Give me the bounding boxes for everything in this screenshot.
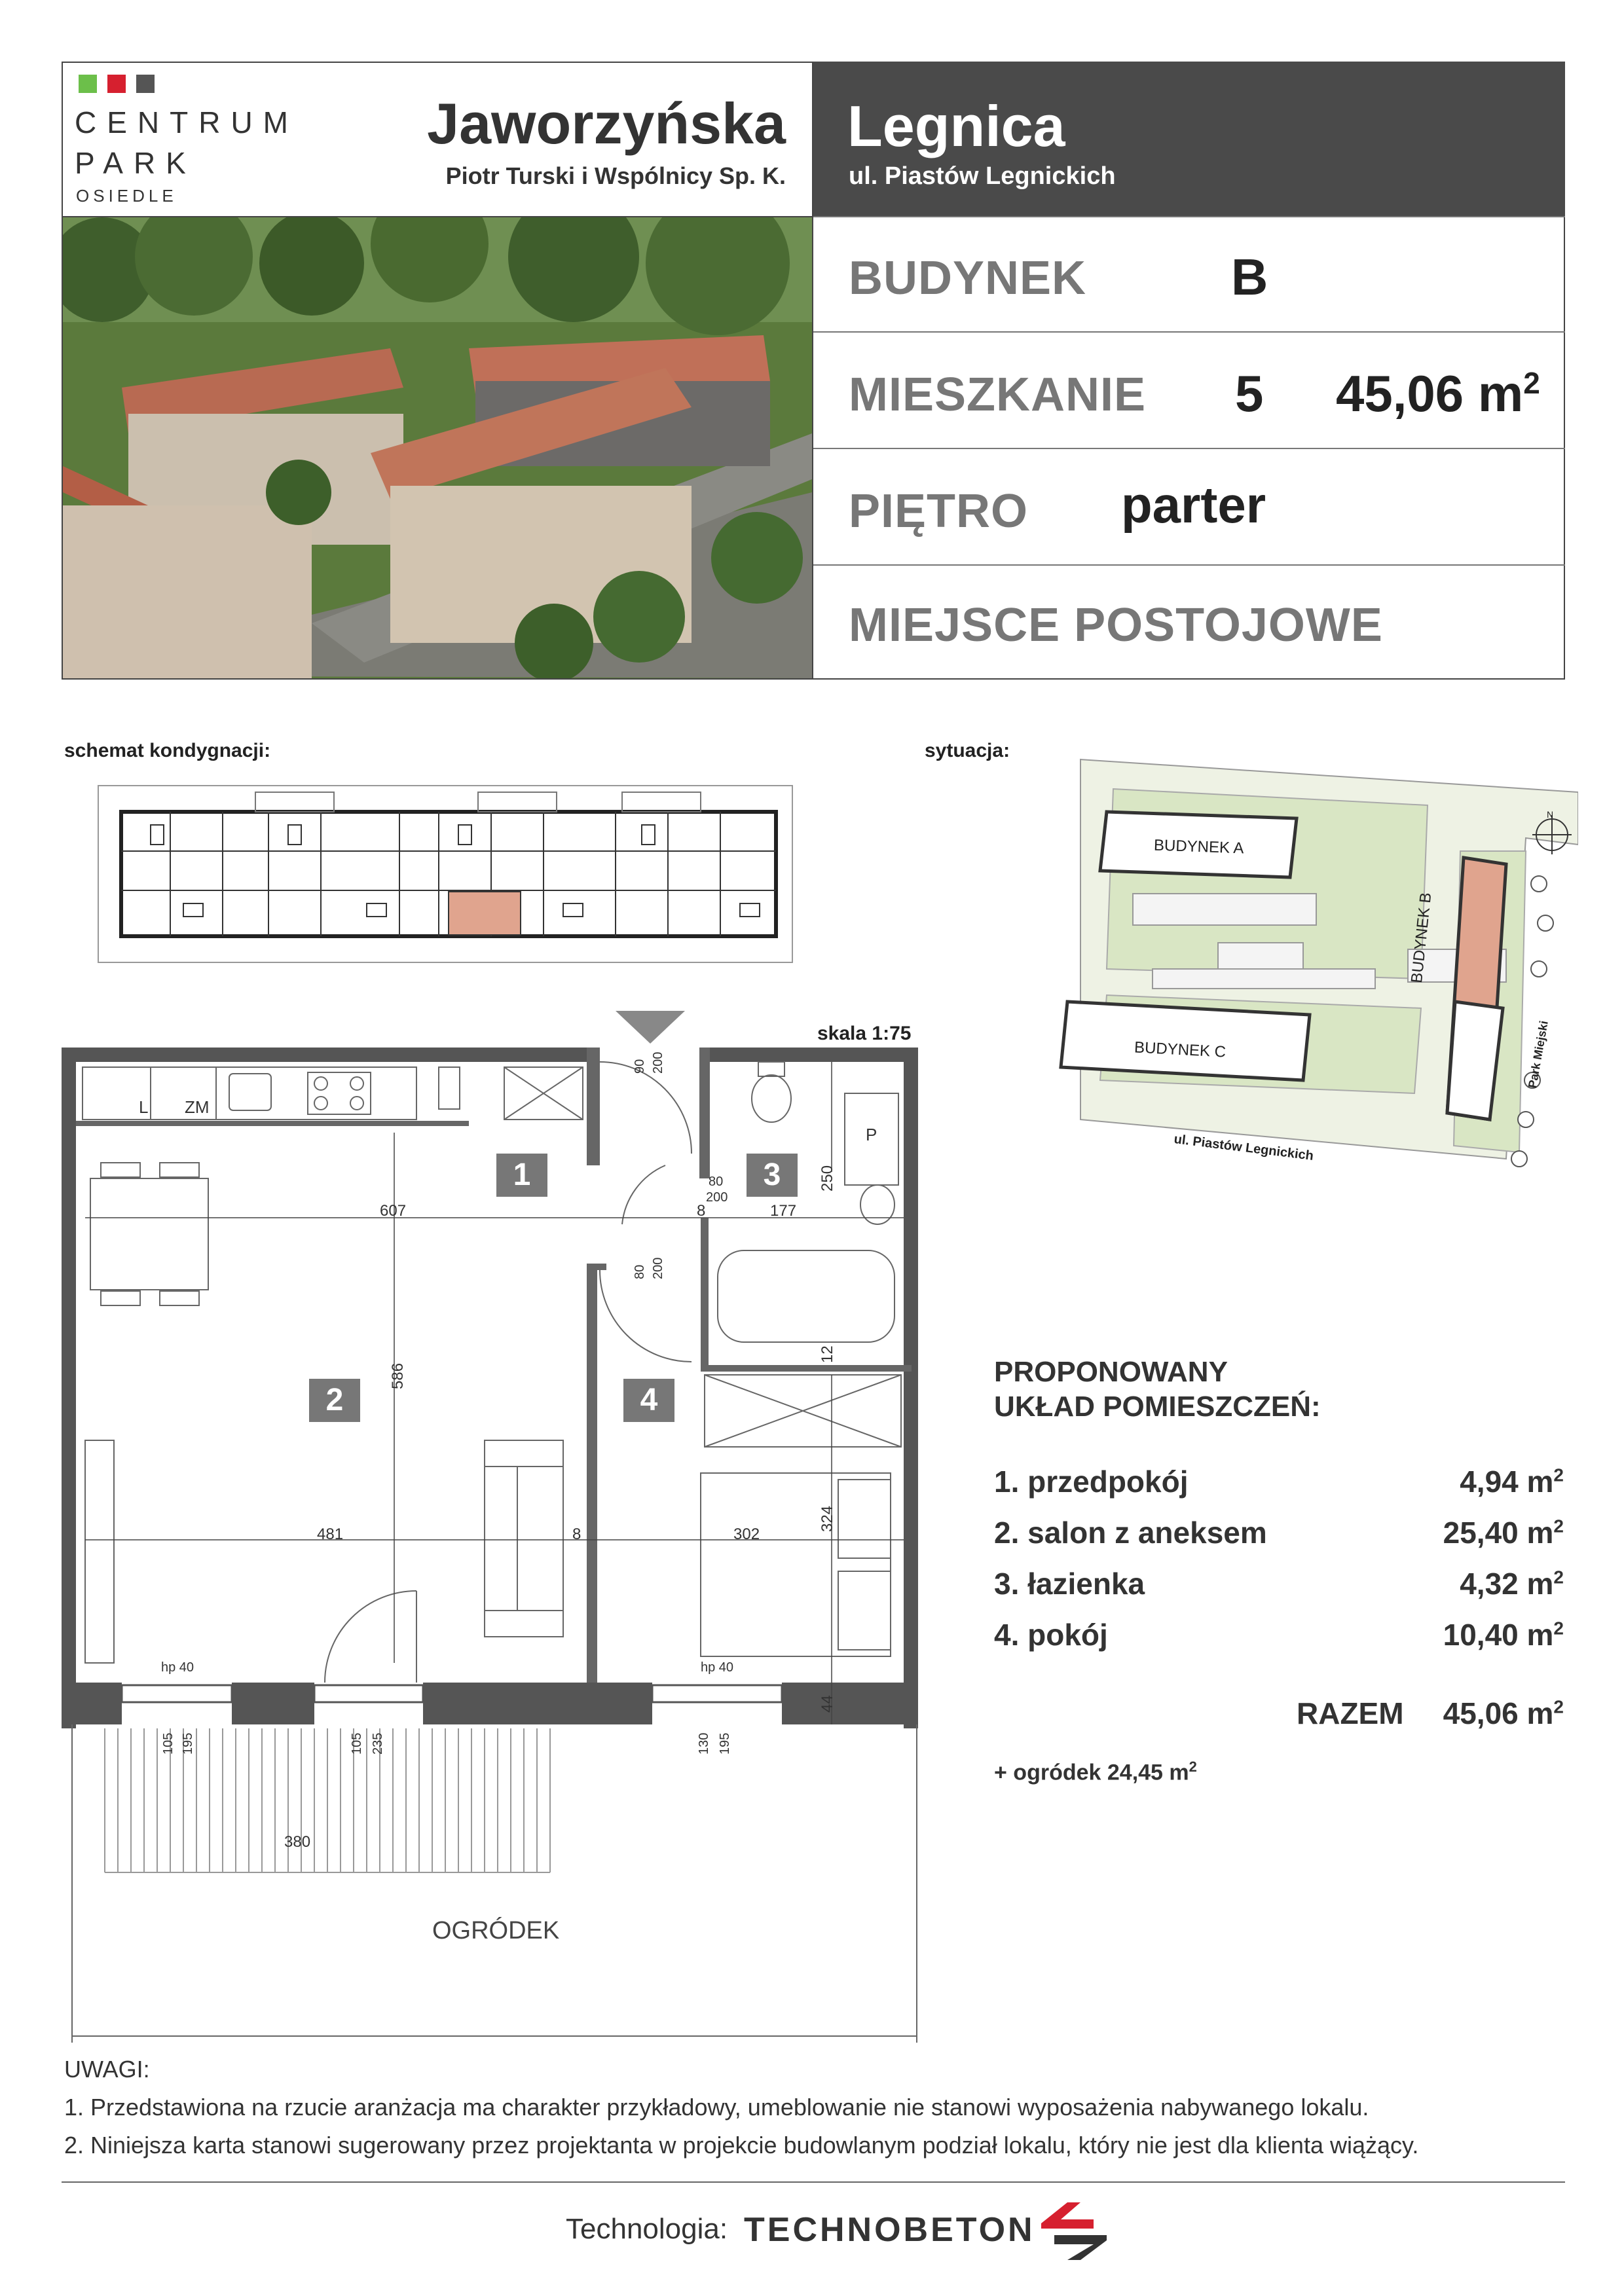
- situation-street: ul. Piastów Legnickich: [1173, 1132, 1315, 1163]
- dim-481: 481: [317, 1525, 344, 1543]
- room-list-item-1: [994, 1464, 1564, 1499]
- dim-380: 380: [284, 1833, 311, 1851]
- logo-square-green: [79, 75, 97, 93]
- notes-title: UWAGI:: [64, 2056, 150, 2083]
- total-area-value: 45,06 m: [1443, 1696, 1554, 1730]
- door-room-height: 200: [651, 1257, 665, 1279]
- floor-schema: [92, 779, 805, 975]
- room-area-4: [1443, 1617, 1564, 1652]
- estate-rendering: [63, 217, 812, 678]
- parking-label: MIEJSCE POSTOJOWE: [849, 599, 1383, 651]
- dim-250: 250: [819, 1165, 836, 1192]
- room-area-1: [1460, 1464, 1564, 1499]
- room-badge-2: 2: [309, 1379, 360, 1422]
- situation-map: [1002, 753, 1578, 1211]
- room-name-3: 3. łazienka: [994, 1567, 1145, 1601]
- estate-rendering-svg: [63, 217, 812, 678]
- total-area: [1443, 1696, 1564, 1731]
- label-washer: ZM: [185, 1097, 210, 1117]
- dim-586: 586: [389, 1362, 407, 1389]
- scale-label: skala 1:75: [817, 1023, 912, 1044]
- location-street: ul. Piastów Legnickich: [849, 162, 1116, 190]
- window-3-width: 130: [697, 1732, 711, 1755]
- room-area-3-value: 4,32 m: [1460, 1567, 1554, 1601]
- door-top-height: 200: [651, 1051, 665, 1074]
- project-company: Piotr Turski i Wspólnicy Sp. K.: [445, 162, 786, 189]
- technobeton-logo-icon: [1035, 2197, 1120, 2266]
- door-bath-width: 80: [709, 1175, 724, 1189]
- room-name-2: 2. salon z aneksem: [994, 1516, 1267, 1550]
- room-badge-1: 1: [496, 1154, 547, 1197]
- room-area-2: [1443, 1515, 1564, 1550]
- apartment-label: MIESZKANIE: [849, 369, 1147, 421]
- situation-park: Park Miejski: [1526, 1019, 1551, 1089]
- brand-name-line2: PARK: [75, 146, 196, 180]
- dim-177: 177: [770, 1202, 797, 1220]
- room-area-3-sup: 2: [1553, 1567, 1564, 1588]
- garden-label: OGRÓDEK: [432, 1917, 560, 1944]
- technology-label: Technologia:: [566, 2213, 728, 2245]
- apartment-area-value: 45,06 m: [1336, 365, 1524, 422]
- window-2-width: 105: [350, 1732, 364, 1755]
- dim-44: 44: [819, 1695, 836, 1713]
- room-name-4: 4. pokój: [994, 1618, 1108, 1652]
- logo-square-gray: [136, 75, 155, 93]
- floor-schema-svg: [92, 779, 805, 975]
- situation-building-b: BUDYNEK B: [1408, 892, 1435, 984]
- room-list-item-4: [994, 1617, 1564, 1652]
- situation-map-svg: [1002, 753, 1578, 1211]
- brand-logo-squares: [79, 75, 165, 96]
- room-list-item-2: [994, 1515, 1564, 1550]
- window-3-height: 195: [718, 1732, 732, 1755]
- situation-north: N: [1547, 809, 1554, 820]
- room-list-item-3: [994, 1566, 1564, 1601]
- room-area-4-value: 10,40 m: [1443, 1618, 1554, 1652]
- apartment-value: 5: [1235, 365, 1264, 422]
- technobeton-logo-svg: [1035, 2197, 1120, 2263]
- window-2-height: 235: [371, 1732, 385, 1755]
- room-area-3: [1460, 1566, 1564, 1601]
- floor-label: PIĘTRO: [849, 485, 1029, 538]
- room-area-1-value: 4,94 m: [1460, 1465, 1554, 1499]
- window-sill-2: hp 40: [701, 1660, 734, 1675]
- total-area-sup: 2: [1553, 1696, 1564, 1717]
- window-1-width: 105: [161, 1732, 175, 1755]
- project-name: Jaworzyńska: [427, 91, 786, 156]
- total-row: [1297, 1696, 1564, 1731]
- room-area-1-sup: 2: [1553, 1465, 1564, 1485]
- dim-324: 324: [819, 1505, 836, 1532]
- total-label: RAZEM: [1297, 1696, 1404, 1730]
- brand-name-line1: CENTRUM: [75, 105, 299, 139]
- layout-title: PROPONOWANY UKŁAD POMIESZCZEŃ:: [994, 1356, 1321, 1423]
- footer-divider: [62, 2181, 1565, 2183]
- building-label: BUDYNEK: [849, 252, 1087, 304]
- room-area-4-sup: 2: [1553, 1618, 1564, 1639]
- dim-607: 607: [380, 1202, 407, 1220]
- dim-8a: 8: [697, 1202, 706, 1220]
- technobeton-wordmark: TECHNOBETON: [744, 2211, 1035, 2249]
- room-badge-3: 3: [747, 1154, 798, 1197]
- dim-8b: 8: [572, 1525, 581, 1543]
- garden-area-value: + ogródek 24,45 m: [994, 1760, 1189, 1785]
- situation-building-a: BUDYNEK A: [1153, 836, 1244, 858]
- door-bath-height: 200: [706, 1190, 728, 1205]
- schema-label: schemat kondygnacji:: [64, 740, 271, 761]
- dim-302: 302: [733, 1525, 760, 1543]
- room-name-1: 1. przedpokój: [994, 1465, 1189, 1499]
- garden-area: [994, 1758, 1197, 1785]
- window-1-height: 195: [181, 1732, 195, 1755]
- logo-square-red: [107, 75, 126, 93]
- apartment-area: [1336, 364, 1540, 424]
- label-p: P: [866, 1125, 877, 1144]
- room-badge-4: 4: [623, 1379, 674, 1422]
- garden-area-sup: 2: [1189, 1758, 1197, 1775]
- note-1: 1. Przedstawiona na rzucie aranżacja ma charakter przykładowy, umeblowanie nie stanowi wyposażenia nabywanego lokalu.: [64, 2094, 1369, 2121]
- situation-label: sytuacja:: [925, 740, 1010, 761]
- building-value: B: [1231, 248, 1268, 306]
- floor-value: parter: [1121, 476, 1266, 534]
- situation-building-c: BUDYNEK C: [1134, 1038, 1227, 1061]
- label-fridge: L: [139, 1097, 149, 1117]
- dim-12: 12: [819, 1345, 836, 1363]
- door-room-width: 80: [633, 1264, 647, 1279]
- location-city: Legnica: [847, 94, 1065, 158]
- brand-name-line3: OSIEDLE: [76, 186, 177, 206]
- room-area-2-value: 25,40 m: [1443, 1516, 1554, 1550]
- apartment-highlight: [449, 892, 521, 935]
- apartment-area-sup: 2: [1523, 366, 1540, 400]
- note-2: 2. Niniejsza karta stanowi sugerowany przez projektanta w projekcie budowlanym podział lokalu, który nie jest dla klienta wiążący.: [64, 2132, 1419, 2159]
- room-area-2-sup: 2: [1553, 1516, 1564, 1537]
- window-sill-1: hp 40: [161, 1660, 194, 1675]
- door-top-width: 90: [633, 1059, 647, 1074]
